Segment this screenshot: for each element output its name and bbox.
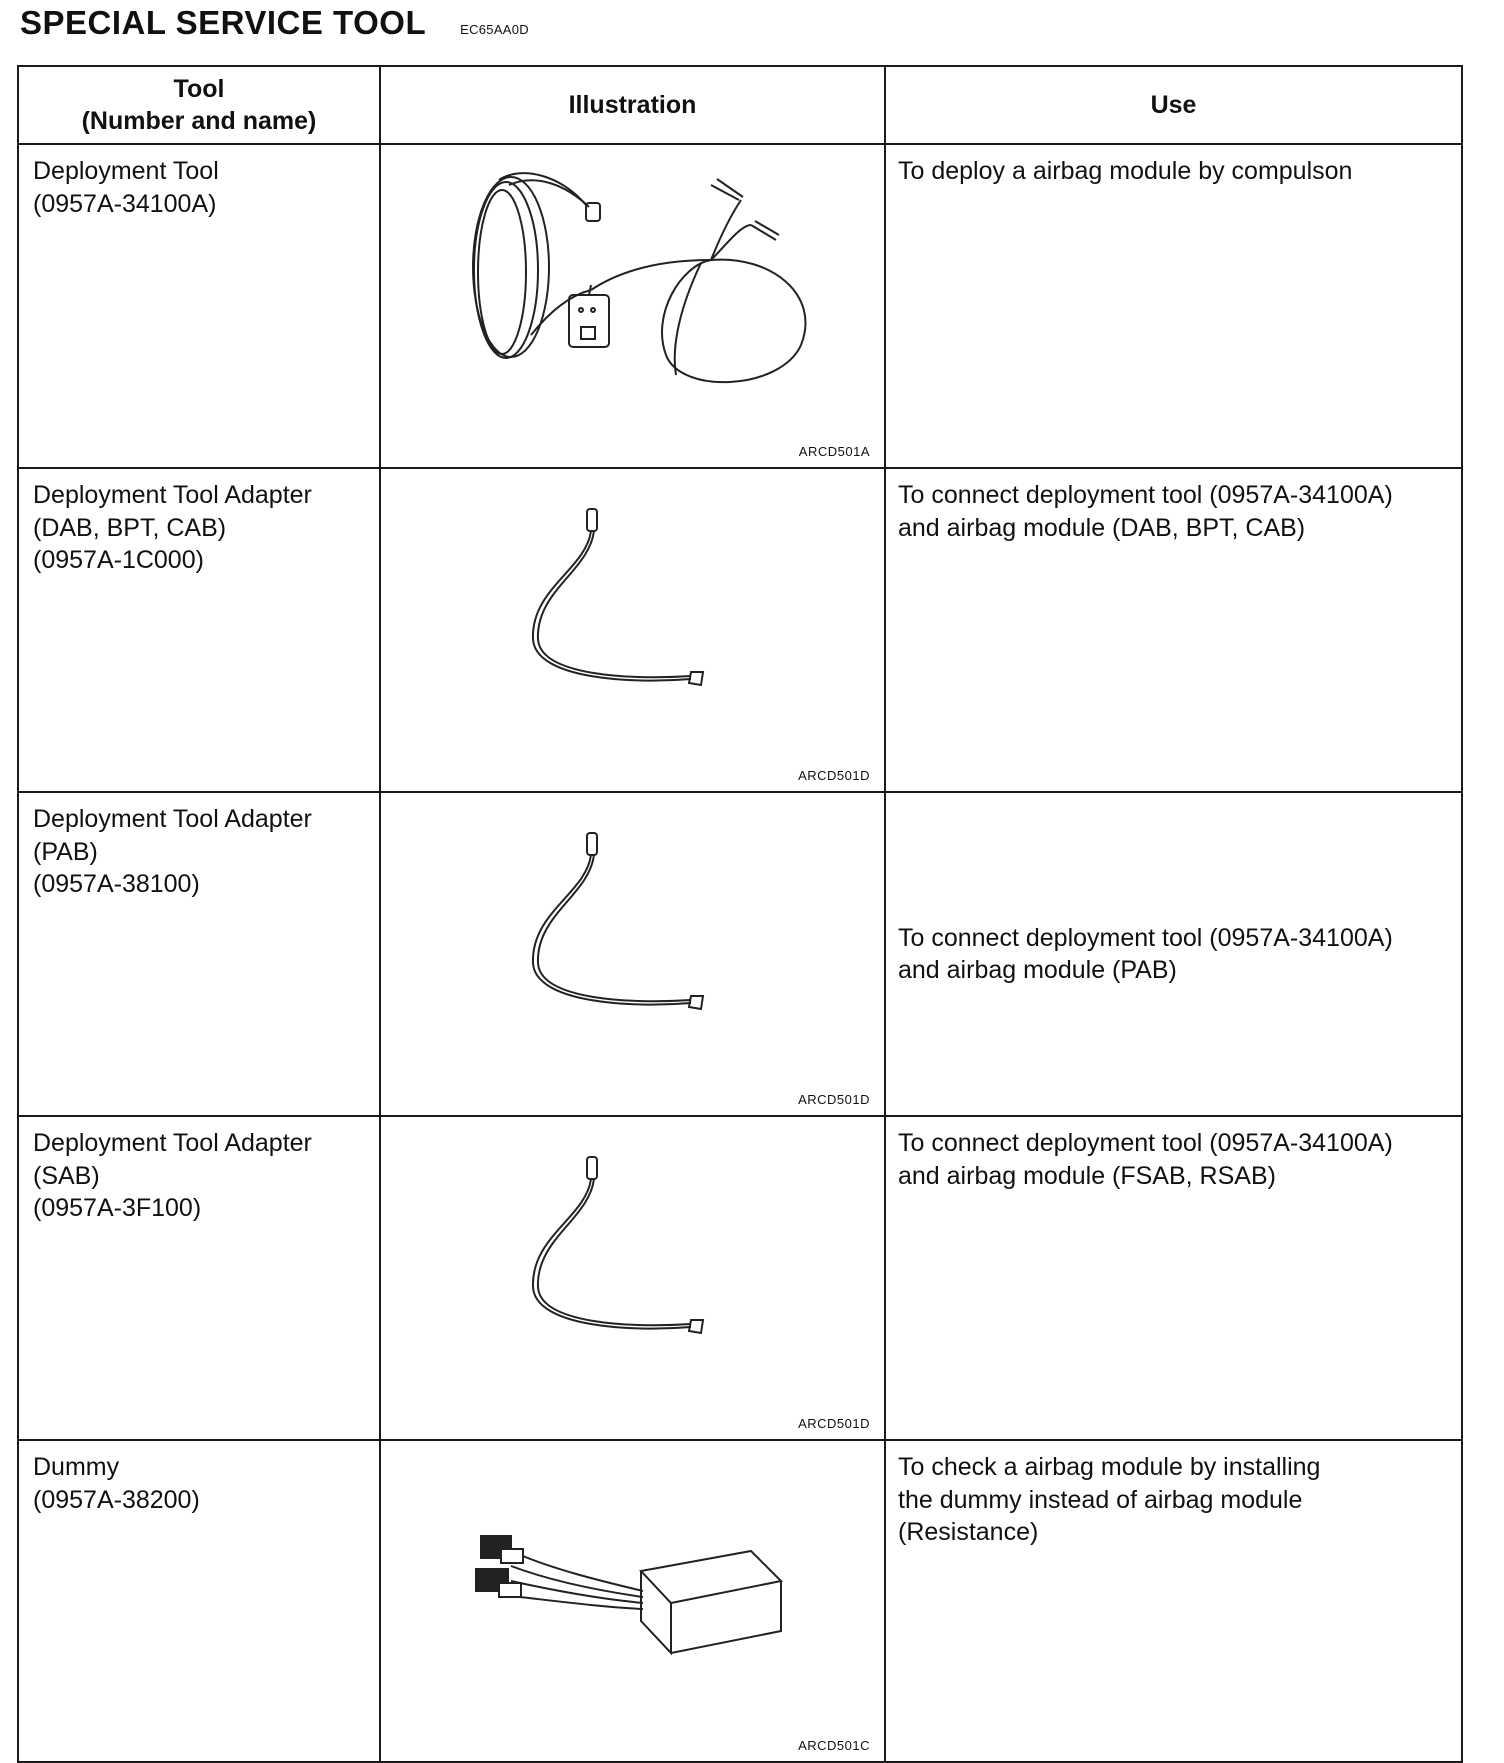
table-row [18, 144, 1462, 468]
tool-name-cell [18, 792, 380, 1116]
illustration-cell [380, 144, 885, 468]
tool-name-cell [18, 1440, 380, 1762]
page-title: SPECIAL SERVICE TOOL [20, 4, 427, 41]
use-text: To connect deployment tool (0957A-34100A) [898, 923, 1393, 952]
use-text: and airbag module (PAB) [898, 956, 1177, 984]
use-text: To deploy a airbag module by compulson [898, 157, 1353, 185]
use-cell [885, 144, 1462, 468]
section-code: EC65AA0D [460, 22, 529, 37]
use-cell [885, 1440, 1462, 1762]
special-service-tool-table [17, 65, 1463, 1763]
adapter-cable-icon [381, 469, 886, 781]
illustration-cell [380, 792, 885, 1116]
tool-name-cell [18, 1116, 380, 1440]
illustration-code: ARCD501D [798, 1416, 870, 1432]
use-text: and airbag module (FSAB, RSAB) [898, 1161, 1276, 1190]
use-text: To connect deployment tool (0957A-34100A) [898, 1129, 1393, 1157]
use-text: (Resistance) [898, 1518, 1039, 1546]
table-row [18, 468, 1462, 792]
table-header-row [18, 66, 1462, 144]
illustration-code: ARCD501A [798, 444, 870, 460]
use-cell [885, 468, 1462, 792]
deployment-tool-icon [381, 145, 886, 457]
adapter-cable-icon [381, 1117, 886, 1429]
column-header-illustration: Illustration [380, 66, 885, 144]
illustration-code: ARCD501D [798, 1092, 870, 1108]
table-row [18, 792, 1462, 1116]
illustration-code: ARCD501D [798, 768, 870, 784]
page-header [20, 4, 529, 48]
tool-name: Deployment Tool Adapter [33, 1129, 312, 1157]
tool-name: Deployment Tool Adapter [33, 481, 312, 509]
tool-number: (0957A-38200) [33, 1485, 200, 1514]
illustration-cell [380, 468, 885, 792]
tool-number: (0957A-34100A) [33, 189, 217, 218]
tool-number: (0957A-38100) [33, 870, 200, 898]
use-text: and airbag module (DAB, BPT, CAB) [898, 513, 1306, 542]
table-row [18, 1116, 1462, 1440]
tool-name-cell [18, 468, 380, 792]
tool-variant: (SAB) [33, 1161, 100, 1190]
dummy-module-icon [381, 1441, 886, 1751]
illustration-code: ARCD501C [798, 1738, 870, 1754]
tool-variant: (DAB, BPT, CAB) [33, 513, 227, 542]
use-cell [885, 792, 1462, 1116]
table-row [18, 1440, 1462, 1762]
tool-variant: (PAB) [33, 837, 98, 866]
tool-name: Dummy [33, 1453, 120, 1481]
tool-name: Deployment Tool Adapter [33, 805, 312, 833]
use-text: To connect deployment tool (0957A-34100A) [898, 481, 1393, 509]
column-header-use: Use [885, 66, 1462, 144]
adapter-cable-icon [381, 793, 886, 1105]
use-text: To check a airbag module by installing [898, 1453, 1321, 1481]
illustration-cell [380, 1116, 885, 1440]
use-text: the dummy instead of airbag module [898, 1485, 1303, 1514]
tool-name: Deployment Tool [33, 157, 219, 185]
tool-number: (0957A-1C000) [33, 546, 204, 574]
tool-name-cell [18, 144, 380, 468]
column-header-tool: Tool (Number and name) [18, 66, 380, 144]
illustration-cell [380, 1440, 885, 1762]
use-cell [885, 1116, 1462, 1440]
tool-number: (0957A-3F100) [33, 1194, 202, 1222]
